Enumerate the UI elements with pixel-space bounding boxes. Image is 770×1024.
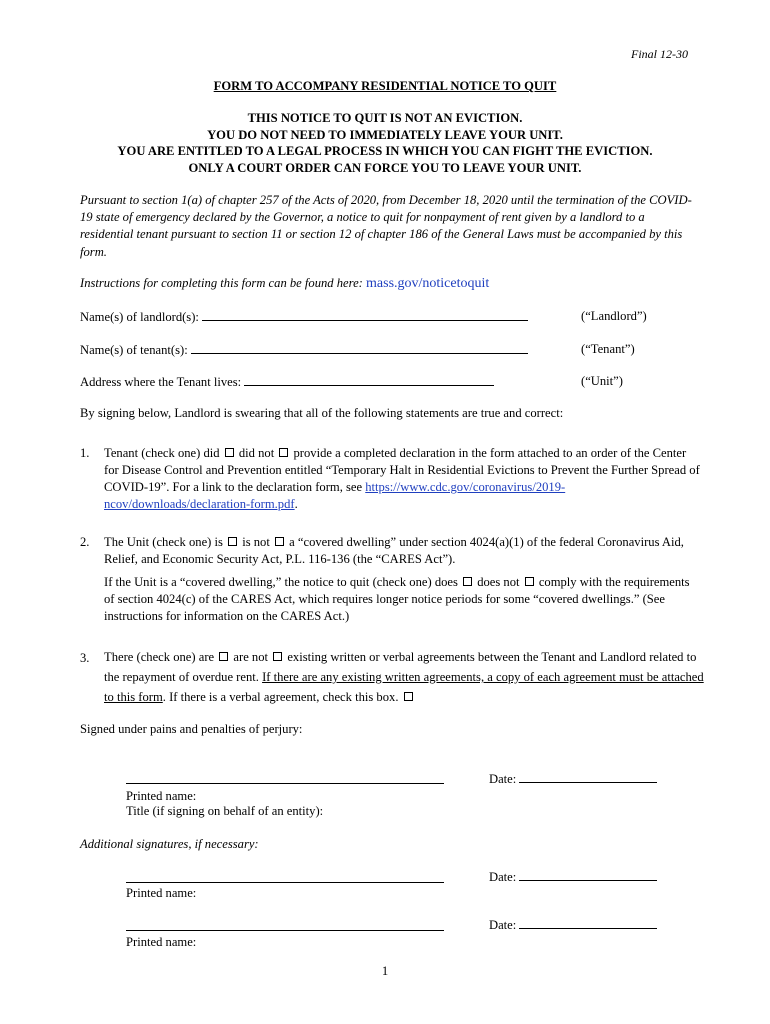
date-label: Date: (489, 918, 520, 932)
item-number: 2. (80, 535, 90, 549)
additional-signatures-label: Additional signatures, if necessary: (80, 837, 259, 851)
statement-text: . (294, 497, 298, 511)
date-field[interactable] (519, 869, 657, 881)
statement-2-cares (104, 574, 694, 625)
landlord-name-field[interactable] (202, 309, 528, 321)
landlord-row (80, 309, 528, 325)
statement-text: comply with the requirements of section 4024(c) of the CARES Act, which requires longer notice periods for some “covered dwellings.” (See instructions for information on the CARES Act.) (104, 575, 690, 623)
statement-text: is not (239, 535, 273, 549)
printed-name-label: Printed name: (126, 886, 197, 900)
is-not-covered-checkbox[interactable] (275, 537, 284, 546)
statement-3-text (104, 647, 704, 707)
statement-2-text (104, 534, 704, 568)
statement-text: a “covered dwelling” under section 4024(a)(1) of the federal Coronavirus Aid, Relief, and Economic Security Act, P.L. 116-136 (the “CARES Act”). (104, 535, 684, 566)
title-label: Title (if signing on behalf of an entity): (126, 804, 324, 818)
warning-line: YOU DO NOT NEED TO IMMEDIATELY LEAVE YOUR UNIT. (207, 127, 563, 142)
perjury-statement: Signed under pains and penalties of perjury: (80, 722, 303, 736)
does-not-comply-checkbox[interactable] (525, 577, 534, 586)
tenant-row (80, 342, 528, 358)
intro-paragraph: Pursuant to section 1(a) of chapter 257 of the Acts of 2020, from December 18, 2020 until the termination of the COVID-19 state of emergency declared by the Governor, a notice to quit for nonpayment of rent given by a landlord to a residential tenant pursuant to section 11 or section 12 of chapter 186 of the General Laws must be accompanied by this form. (80, 193, 692, 259)
statement-2 (80, 534, 700, 574)
address-row (80, 374, 494, 390)
final-version-label: Final 12-30 (631, 47, 688, 61)
date-row (489, 869, 657, 885)
instructions-line (80, 276, 489, 292)
address-label: Address where the Tenant lives: (80, 375, 245, 389)
statement-text: provide a completed declaration in the form attached to an order of the Center for Disease Control and Prevention entitled “Temporary Halt in Residential Evictions to Prevent the Further Spread of COVID-19”. For a link to the declaration form, see (104, 446, 700, 494)
tenant-name-field[interactable] (191, 342, 528, 354)
statement-text: There (check one) are (104, 650, 218, 664)
instructions-prefix: Instructions for completing this form can be found here: (80, 276, 367, 290)
date-row (489, 771, 657, 787)
attach-agreement-notice: If there are any existing written agreements, a copy of each agreement must be attached to this form (104, 670, 704, 704)
statement-text: If the Unit is a “covered dwelling,” the notice to quit (check one) does (104, 575, 462, 589)
statement-text: The Unit (check one) is (104, 535, 227, 549)
statement-text: Tenant (check one) did (104, 446, 223, 460)
did-checkbox[interactable] (225, 448, 234, 457)
tenant-term: (“Tenant”) (581, 342, 635, 356)
warning-line: THIS NOTICE TO QUIT IS NOT AN EVICTION. (247, 111, 523, 125)
landlord-term: (“Landlord”) (581, 309, 647, 323)
date-field[interactable] (519, 917, 657, 929)
tenant-label: Name(s) of tenant(s): (80, 343, 191, 357)
date-row (489, 917, 657, 933)
signature-line[interactable] (126, 783, 444, 784)
date-field[interactable] (519, 771, 657, 783)
eviction-warning (0, 110, 770, 176)
statement-text: did not (235, 446, 278, 460)
warning-line: YOU ARE ENTITLED TO A LEGAL PROCESS IN WHICH YOU CAN FIGHT THE EVICTION. (117, 144, 653, 159)
statement-text: are not (230, 650, 272, 664)
swearing-statement: By signing below, Landlord is swearing that all of the following statements are true and correct: (80, 406, 564, 420)
statement-text: existing written or verbal agreements between the Tenant and Landlord related to the repayment of overdue rent. (104, 650, 697, 684)
item-number: 1. (80, 446, 90, 460)
date-label: Date: (489, 870, 520, 884)
landlord-label: Name(s) of landlord(s): (80, 310, 203, 324)
date-label: Date: (489, 772, 520, 786)
statement-text: . If there is a verbal agreement, check this box. (162, 690, 402, 704)
form-title: FORM TO ACCOMPANY RESIDENTIAL NOTICE TO QUIT (213, 79, 557, 93)
item-number: 3. (80, 651, 90, 665)
signature-line[interactable] (126, 882, 444, 883)
warning-line: ONLY A COURT ORDER CAN FORCE YOU TO LEAVE YOUR UNIT. (188, 160, 582, 175)
page-number: 1 (381, 964, 389, 978)
signature-line[interactable] (126, 930, 444, 931)
address-field[interactable] (244, 374, 494, 386)
verbal-agreement-checkbox[interactable] (404, 692, 413, 701)
unit-term: (“Unit”) (581, 374, 623, 388)
statement-1-text (104, 445, 704, 513)
cdc-declaration-link[interactable]: https://www.cdc.gov/coronavirus/2019-ncov/downloads/declaration-form.pdf (104, 480, 566, 511)
printed-name-label: Printed name: (126, 935, 197, 949)
are-agreements-checkbox[interactable] (219, 652, 228, 661)
did-not-checkbox[interactable] (279, 448, 288, 457)
statement-1 (80, 445, 700, 515)
printed-name-label: Printed name: (126, 789, 197, 803)
instructions-link[interactable]: mass.gov/noticetoquit (366, 276, 490, 291)
are-not-agreements-checkbox[interactable] (273, 652, 282, 661)
statement-text: does not (474, 575, 523, 589)
does-comply-checkbox[interactable] (463, 577, 472, 586)
is-covered-checkbox[interactable] (228, 537, 237, 546)
